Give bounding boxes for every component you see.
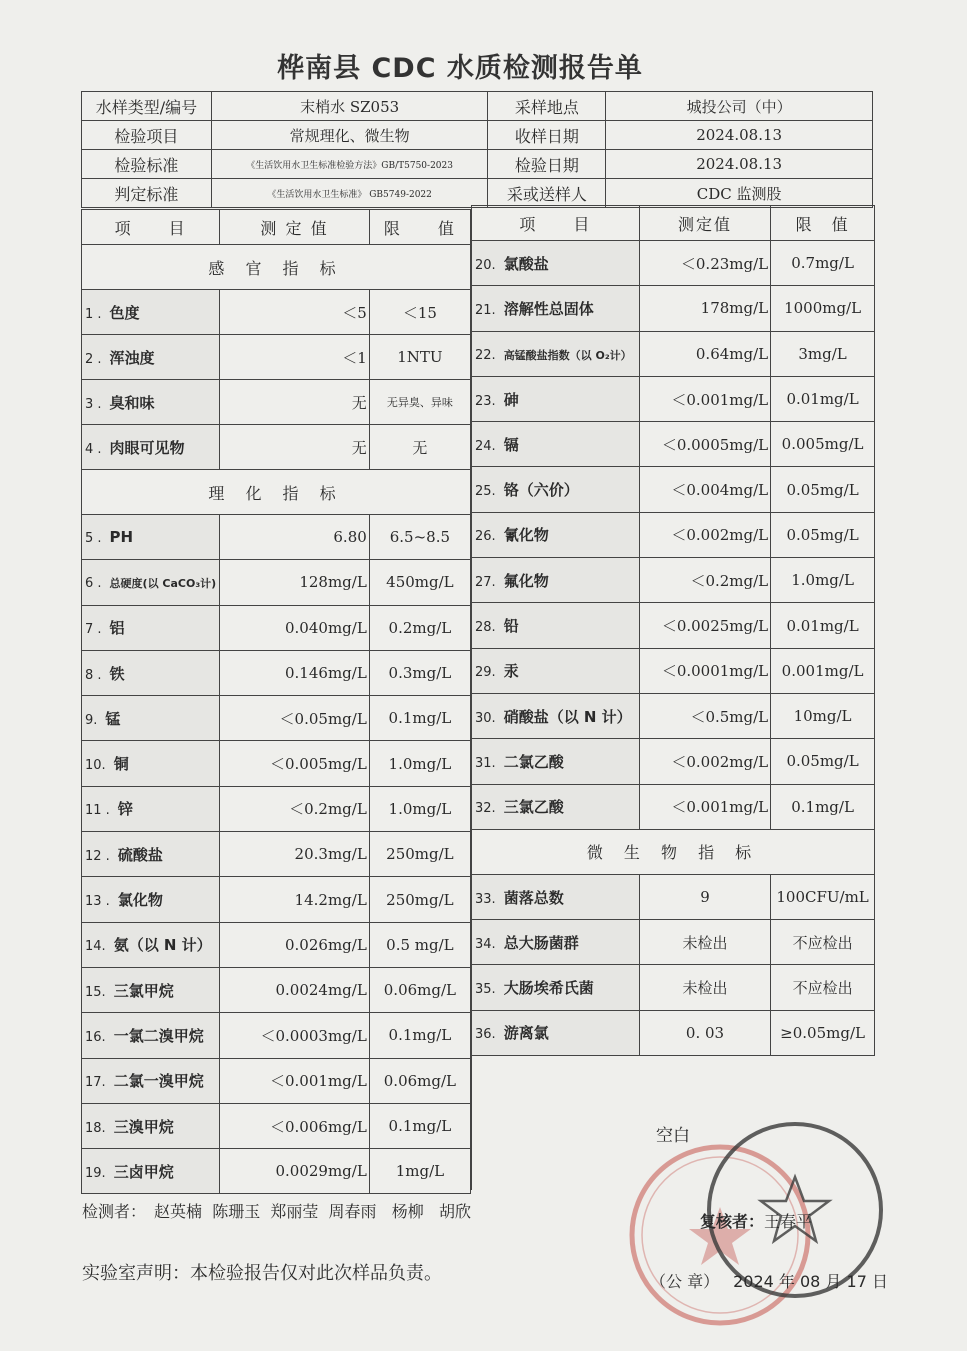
item-name-cell	[472, 422, 640, 467]
item-name-cell	[82, 650, 220, 695]
test-date-value: 2024.08.13	[606, 150, 873, 179]
header-info-table	[81, 91, 873, 208]
table-row	[472, 920, 875, 965]
measured-value: ＜0.001mg/L	[220, 1058, 370, 1103]
section-micro: 微 生 物 指 标	[472, 829, 875, 874]
limit-value: 1.0mg/L	[369, 741, 470, 786]
limit-value: 1.0mg/L	[771, 558, 875, 603]
table-row	[82, 922, 471, 967]
limit-value: 1NTU	[369, 335, 470, 380]
measured-value: ＜0.0003mg/L	[220, 1013, 370, 1058]
item-name-cell	[472, 920, 640, 965]
item-name: 游离氯	[503, 1024, 549, 1043]
col-item-header-right: 项 目	[472, 206, 640, 241]
standard-value: 《生活饮用水卫生标准检验方法》GB/T5750-2023	[211, 150, 488, 179]
measured-value: ＜0.004mg/L	[639, 467, 770, 512]
item-name: 三氯甲烷	[113, 981, 174, 1000]
item-name-cell	[82, 967, 220, 1012]
limit-value: 不应检出	[771, 965, 875, 1010]
item-name-cell	[472, 558, 640, 603]
item-name-cell	[82, 786, 220, 831]
sender-value: CDC 监测股	[606, 179, 873, 208]
measured-value: ＜0.002mg/L	[639, 739, 770, 784]
site-label: 采样地点	[488, 92, 606, 121]
table-row	[82, 560, 471, 605]
item-name-cell	[82, 425, 220, 470]
testers-names: 赵英楠 陈珊玉 郑丽莹 周春雨 杨柳 胡欣	[154, 1202, 472, 1221]
limit-value: 0.05mg/L	[771, 739, 875, 784]
reviewer-label: 复核者：	[700, 1212, 765, 1231]
table-row	[472, 467, 875, 512]
item-name: 硫酸盐	[117, 845, 163, 864]
item-name: 硝酸盐（以 N 计）	[503, 707, 632, 726]
item-name: 镉	[503, 435, 519, 454]
item-name: 二氯乙酸	[503, 752, 564, 771]
col-value-header: 测 定 值	[220, 210, 370, 245]
table-row	[82, 967, 471, 1012]
item-name-cell	[472, 603, 640, 648]
item-name: 铁	[109, 664, 125, 683]
table-row	[472, 603, 875, 648]
limit-value: 0.05mg/L	[771, 512, 875, 557]
table-row	[82, 335, 471, 380]
testers-label: 检测者：	[82, 1202, 147, 1221]
measured-value: ＜0.002mg/L	[639, 512, 770, 557]
item-name-cell	[472, 241, 640, 286]
measured-value: 9	[639, 874, 770, 919]
measured-value: ＜0.001mg/L	[639, 784, 770, 829]
table-row	[82, 515, 471, 560]
item-number: 14.	[85, 939, 106, 955]
item-number: 13 .	[85, 894, 110, 910]
measured-value: 0.026mg/L	[220, 922, 370, 967]
measured-value: 未检出	[639, 920, 770, 965]
item-number: 32.	[475, 801, 496, 817]
receive-label: 收样日期	[488, 121, 606, 150]
item-number: 33.	[475, 891, 496, 907]
measured-value: ＜0.001mg/L	[639, 376, 770, 421]
item-number: 23.	[475, 393, 496, 409]
item-name-cell	[82, 741, 220, 786]
item-name-cell	[472, 693, 640, 738]
item-name: 浑浊度	[109, 348, 155, 367]
item-name-cell	[472, 331, 640, 376]
item-name-cell	[82, 515, 220, 560]
table-row	[472, 376, 875, 421]
limit-value: 1mg/L	[369, 1149, 470, 1194]
item-number: 19.	[85, 1165, 106, 1181]
measured-value: 128mg/L	[220, 560, 370, 605]
item-number: 31.	[475, 755, 496, 771]
judge-label: 判定标准	[82, 179, 212, 208]
table-row	[472, 784, 875, 829]
item-name: 铅	[503, 617, 519, 636]
limit-value: ＜15	[369, 290, 470, 335]
report-date: 2024 年 08 月 17 日	[733, 1272, 888, 1291]
limit-value: 100CFU/mL	[771, 874, 875, 919]
item-name-cell	[82, 560, 220, 605]
limit-value: 无异臭、异味	[369, 380, 470, 425]
measured-value: 178mg/L	[639, 286, 770, 331]
col-limit-header-right: 限 值	[771, 206, 875, 241]
item-number: 25.	[475, 484, 496, 500]
standard-label: 检验标准	[82, 150, 212, 179]
item-name: 锰	[105, 709, 121, 728]
item-number: 29.	[475, 665, 496, 681]
measured-value: 无	[220, 380, 370, 425]
col-item-header: 项 目	[82, 210, 220, 245]
blank-label: 空白	[656, 1126, 690, 1146]
item-name: 一氯二溴甲烷	[113, 1026, 204, 1045]
limit-value: 0.005mg/L	[771, 422, 875, 467]
limit-value: 0.001mg/L	[771, 648, 875, 693]
limit-value: 无	[369, 425, 470, 470]
limit-value: 1.0mg/L	[369, 786, 470, 831]
table-row	[82, 1058, 471, 1103]
item-name-cell	[472, 1010, 640, 1055]
item-name: 三卤甲烷	[113, 1162, 174, 1181]
item-number: 7 .	[85, 622, 102, 638]
item-name: 氟化物	[503, 571, 549, 590]
item-name: 氯化物	[117, 891, 163, 910]
item-name-cell	[82, 1103, 220, 1148]
measured-value: 无	[220, 425, 370, 470]
item-number: 11 .	[85, 803, 110, 819]
table-row	[472, 422, 875, 467]
item-number: 1 .	[85, 306, 102, 322]
item-number: 10.	[85, 758, 106, 774]
table-row	[472, 693, 875, 738]
item-number: 22.	[475, 347, 496, 363]
item-name: 菌落总数	[503, 888, 564, 907]
measured-value: ＜0.2mg/L	[639, 558, 770, 603]
limit-value: 0.01mg/L	[771, 603, 875, 648]
measured-value: ＜1	[220, 335, 370, 380]
table-row	[472, 739, 875, 784]
item-name: 二氯一溴甲烷	[113, 1072, 204, 1091]
item-name-cell	[472, 648, 640, 693]
limit-value: 10mg/L	[771, 693, 875, 738]
limit-value: 250mg/L	[369, 877, 470, 922]
table-row	[472, 1010, 875, 1055]
item-number: 21.	[475, 302, 496, 318]
measured-value: ＜0.005mg/L	[220, 741, 370, 786]
table-row	[472, 331, 875, 376]
item-name: 三溴甲烷	[113, 1117, 174, 1136]
measured-value: ＜0.006mg/L	[220, 1103, 370, 1148]
item-name-cell	[472, 965, 640, 1010]
col-limit-header: 限 值	[369, 210, 470, 245]
item-name: 铬（六价）	[503, 481, 579, 500]
item-number: 16.	[85, 1029, 106, 1045]
table-row	[82, 741, 471, 786]
measured-value: ＜0.0005mg/L	[639, 422, 770, 467]
item-name: 汞	[503, 662, 519, 681]
item-number: 8 .	[85, 667, 102, 683]
item-name-cell	[472, 286, 640, 331]
judge-value: 《生活饮用水卫生标准》 GB5749-2022	[211, 179, 488, 208]
table-row	[472, 558, 875, 603]
item-number: 20.	[475, 257, 496, 273]
table-row	[472, 512, 875, 557]
measured-value: ＜0.0025mg/L	[639, 603, 770, 648]
col-value-header-right: 测定值	[639, 206, 770, 241]
item-name: 铝	[109, 619, 125, 638]
item-number: 30.	[475, 710, 496, 726]
item-name-cell	[82, 335, 220, 380]
lab-statement: 实验室声明：本检验报告仅对此次样品负责。	[82, 1263, 442, 1284]
limit-value: 0.05mg/L	[771, 467, 875, 512]
item-name-cell	[82, 877, 220, 922]
item-name-cell	[82, 696, 220, 741]
table-row	[82, 1149, 471, 1194]
sender-label: 采或送样人	[488, 179, 606, 208]
limit-value: 0.5 mg/L	[369, 922, 470, 967]
item-name-cell	[82, 290, 220, 335]
table-row	[472, 286, 875, 331]
limit-value: 1000mg/L	[771, 286, 875, 331]
item-name: 锌	[117, 800, 133, 819]
measured-value: ＜0.5mg/L	[639, 693, 770, 738]
limit-value: 0.7mg/L	[771, 241, 875, 286]
item-name: 溶解性总固体	[503, 299, 594, 318]
item-number: 5 .	[85, 531, 102, 547]
item-name-cell	[82, 605, 220, 650]
table-row	[82, 425, 471, 470]
limit-value: 0.01mg/L	[771, 376, 875, 421]
item-number: 34.	[475, 936, 496, 952]
limit-value: 0.1mg/L	[771, 784, 875, 829]
site-value: 城投公司（中）	[606, 92, 873, 121]
item-number: 35.	[475, 982, 496, 998]
table-row	[472, 874, 875, 919]
limit-value: 0.1mg/L	[369, 1013, 470, 1058]
limit-value: 6.5~8.5	[369, 515, 470, 560]
table-row	[82, 1103, 471, 1148]
item-name-cell	[472, 512, 640, 557]
item-name: 肉眼可见物	[109, 438, 185, 457]
item-name: 总硬度(以 CaCO₃计)	[109, 577, 217, 591]
item-number: 2 .	[85, 351, 102, 367]
limit-value: 250mg/L	[369, 832, 470, 877]
measured-value: 未检出	[639, 965, 770, 1010]
item-name: 三氯乙酸	[503, 798, 564, 817]
receive-value: 2024.08.13	[606, 121, 873, 150]
table-row	[472, 648, 875, 693]
limit-value: 0.1mg/L	[369, 1103, 470, 1148]
table-row	[82, 650, 471, 695]
item-name-cell	[82, 1013, 220, 1058]
table-row	[472, 241, 875, 286]
measured-value: 14.2mg/L	[220, 877, 370, 922]
reviewer-name: 王春平	[764, 1212, 813, 1231]
measured-value: 0.0024mg/L	[220, 967, 370, 1012]
item-name: 大肠埃希氏菌	[503, 979, 594, 998]
test-date-label: 检验日期	[488, 150, 606, 179]
limit-value: 0.3mg/L	[369, 650, 470, 695]
item-name-cell	[82, 1149, 220, 1194]
left-results-table	[81, 209, 471, 1194]
item-value: 常规理化、微生物	[211, 121, 488, 150]
item-number: 4 .	[85, 441, 102, 457]
measured-value: 0.146mg/L	[220, 650, 370, 695]
item-name-cell	[472, 739, 640, 784]
table-row	[82, 696, 471, 741]
item-number: 9.	[85, 712, 98, 728]
table-row	[82, 786, 471, 831]
item-name: 氯酸盐	[503, 254, 549, 273]
item-name-cell	[472, 874, 640, 919]
item-number: 24.	[475, 438, 496, 454]
measured-value: ＜0.2mg/L	[220, 786, 370, 831]
measured-value: 6.80	[220, 515, 370, 560]
limit-value: 3mg/L	[771, 331, 875, 376]
item-number: 27.	[475, 574, 496, 590]
sample-type-label: 水样类型/编号	[82, 92, 212, 121]
item-name: 臭和味	[109, 393, 155, 412]
limit-value: 0.1mg/L	[369, 696, 470, 741]
table-row	[472, 965, 875, 1010]
table-row	[82, 832, 471, 877]
limit-value: 450mg/L	[369, 560, 470, 605]
item-name-cell	[82, 922, 220, 967]
item-number: 18.	[85, 1120, 106, 1136]
item-name-cell	[472, 784, 640, 829]
limit-value: ≥0.05mg/L	[771, 1010, 875, 1055]
item-number: 36.	[475, 1027, 496, 1043]
measured-value: 0.64mg/L	[639, 331, 770, 376]
item-name-cell	[82, 380, 220, 425]
measured-value: 0.0029mg/L	[220, 1149, 370, 1194]
item-name: 砷	[503, 390, 519, 409]
report-title: 桦南县 CDC 水质检测报告单	[277, 53, 643, 84]
table-row	[82, 1013, 471, 1058]
limit-value: 不应检出	[771, 920, 875, 965]
table-row	[82, 290, 471, 335]
section-sensory: 感 官 指 标	[82, 245, 471, 290]
section-physchem: 理 化 指 标	[82, 470, 471, 515]
table-row	[82, 380, 471, 425]
item-name-cell	[82, 832, 220, 877]
item-name: 色度	[109, 303, 140, 322]
item-number: 12 .	[85, 848, 110, 864]
limit-value: 0.2mg/L	[369, 605, 470, 650]
item-name: PH	[109, 528, 134, 547]
item-name-cell	[82, 1058, 220, 1103]
item-label: 检验项目	[82, 121, 212, 150]
item-number: 17.	[85, 1075, 106, 1091]
item-name: 总大肠菌群	[503, 933, 579, 952]
item-name: 铜	[113, 755, 129, 774]
item-name-cell	[472, 376, 640, 421]
item-name: 氰化物	[503, 526, 549, 545]
item-number: 6 .	[85, 576, 102, 592]
item-name: 氨（以 N 计）	[113, 936, 212, 955]
item-name: 高锰酸盐指数（以 O₂计）	[503, 348, 632, 362]
limit-value: 0.06mg/L	[369, 967, 470, 1012]
item-number: 26.	[475, 529, 496, 545]
measured-value: 20.3mg/L	[220, 832, 370, 877]
measured-value: 0.040mg/L	[220, 605, 370, 650]
item-number: 3 .	[85, 396, 102, 412]
sample-type-value: 末梢水 SZ053	[211, 92, 488, 121]
measured-value: ＜0.0001mg/L	[639, 648, 770, 693]
limit-value: 0.06mg/L	[369, 1058, 470, 1103]
measured-value: ＜0.23mg/L	[639, 241, 770, 286]
measured-value: ＜0.05mg/L	[220, 696, 370, 741]
measured-value: 0. 03	[639, 1010, 770, 1055]
item-name-cell	[472, 467, 640, 512]
measured-value: ＜5	[220, 290, 370, 335]
seal-label: （公 章）	[650, 1272, 720, 1291]
table-row	[82, 605, 471, 650]
right-results-table	[471, 205, 875, 1190]
item-number: 15.	[85, 984, 106, 1000]
table-row	[82, 877, 471, 922]
item-number: 28.	[475, 620, 496, 636]
